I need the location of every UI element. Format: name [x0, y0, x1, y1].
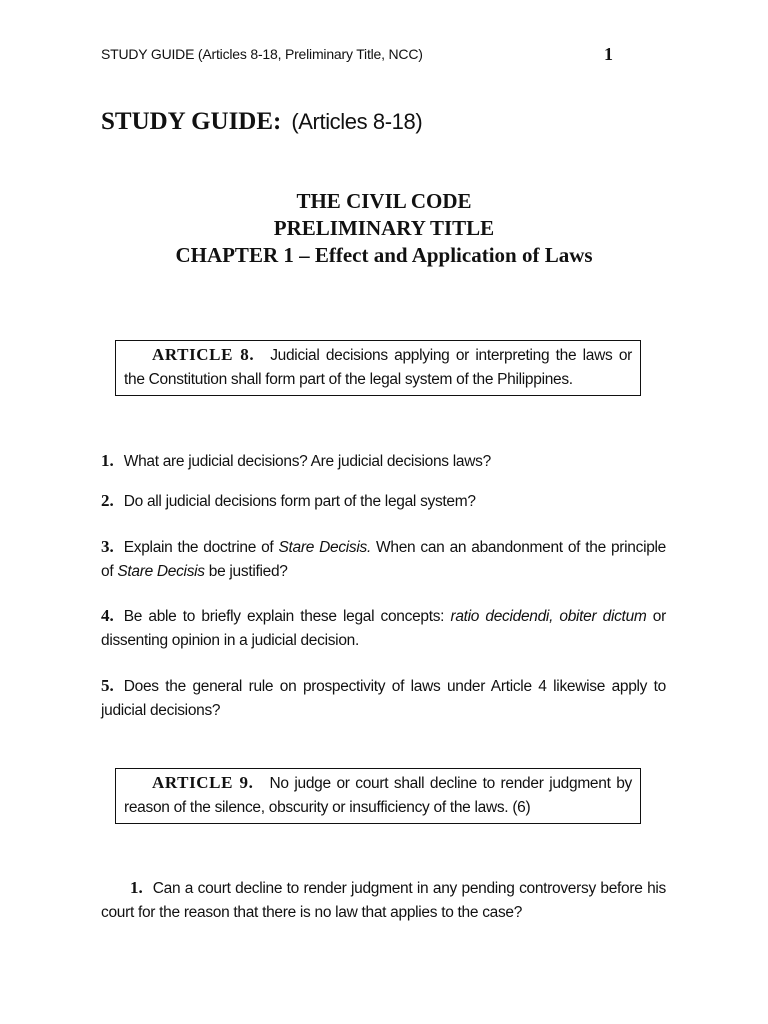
article-9-question-1 [101, 876, 666, 925]
question-1 [101, 449, 666, 474]
question-number: 1. [130, 878, 143, 897]
question-3 [101, 535, 666, 584]
question-text-italic: Stare Decisis. [278, 539, 371, 556]
article-9-label: ARTICLE 9. [152, 773, 254, 792]
question-text: or dissenting opinion in a judicial decision. [101, 608, 666, 649]
article-9-text: No judge or court shall decline to render judgment by reason of the silence, obscurity or insufficiency of the laws. (6) [124, 775, 632, 816]
question-5 [101, 674, 666, 723]
article-8-box [115, 340, 641, 396]
question-number: 1. [101, 451, 114, 470]
question-number: 3. [101, 537, 114, 556]
question-text-italic: Stare Decisis [117, 563, 205, 580]
chapter-heading [0, 188, 768, 269]
running-header: STUDY GUIDE (Articles 8-18, Preliminary Title, NCC) [101, 46, 423, 62]
question-text: What are judicial decisions? Are judicial decisions laws? [123, 453, 491, 470]
question-2 [101, 489, 666, 514]
page-title-sub: (Articles 8-18) [291, 109, 423, 134]
question-text: Can a court decline to render judgment in any pending controversy before his court for the reason that there is no law that applies to the case? [101, 880, 666, 921]
page-title-main: STUDY GUIDE: [101, 108, 282, 135]
question-text: Does the general rule on prospectivity of laws under Article 4 likewise apply to judicial decisions? [101, 678, 666, 719]
question-number: 5. [101, 676, 114, 695]
question-text: Explain the doctrine of [123, 539, 279, 556]
article-8-label: ARTICLE 8. [152, 345, 255, 364]
article-8-text: Judicial decisions applying or interpreting the laws or the Constitution shall form part of the legal system of the Philippines. [124, 347, 632, 388]
page-number: 1 [604, 44, 613, 64]
question-text-italic: ratio decidendi, obiter dictum [450, 608, 647, 625]
page-title [101, 108, 422, 136]
heading-chapter: CHAPTER 1 – Effect and Application of Laws [175, 243, 593, 267]
heading-civil-code: THE CIVIL CODE [296, 189, 472, 213]
article-9-box [115, 768, 641, 824]
question-text: Be able to briefly explain these legal concepts: [123, 608, 451, 625]
question-4 [101, 604, 666, 653]
question-text: Do all judicial decisions form part of the legal system? [123, 493, 476, 510]
question-number: 4. [101, 606, 114, 625]
question-text: When can an abandonment of the principle of [101, 539, 666, 580]
question-number: 2. [101, 491, 114, 510]
heading-preliminary-title: PRELIMINARY TITLE [273, 216, 495, 240]
question-text: be justified? [204, 563, 288, 580]
